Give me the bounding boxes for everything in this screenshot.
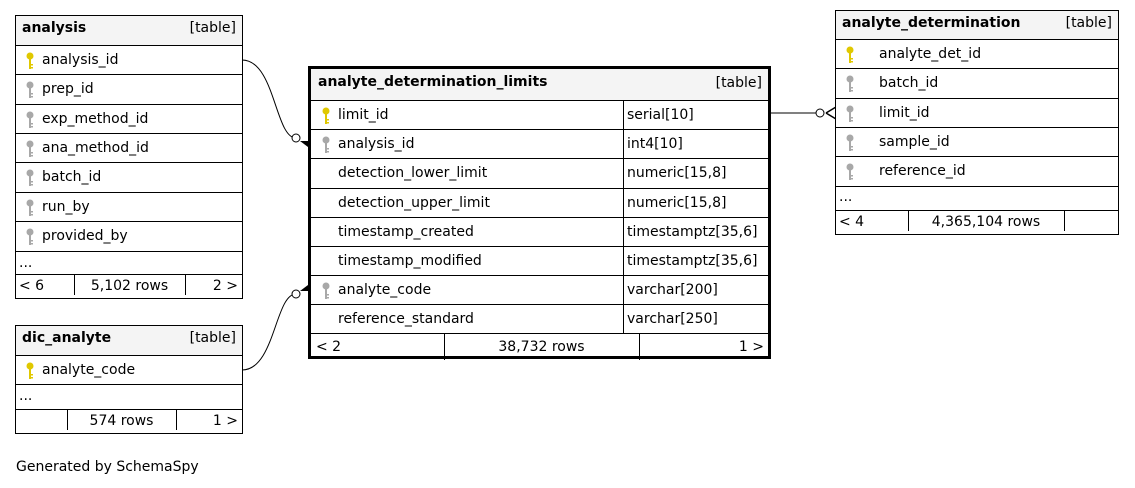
column-row[interactable] <box>836 39 1118 68</box>
primary-key-icon <box>25 52 35 70</box>
table-analysis[interactable] <box>15 15 243 299</box>
foreign-key-icon <box>25 81 35 99</box>
table-kind: [table] <box>189 330 236 346</box>
table-analyte-determination[interactable] <box>835 10 1119 235</box>
column-name: reference_standard <box>338 311 474 328</box>
column-row[interactable] <box>16 162 242 191</box>
column-row[interactable] <box>836 98 1118 127</box>
table-footer <box>16 274 242 298</box>
foreign-key-icon <box>25 228 35 246</box>
column-row[interactable] <box>16 74 242 103</box>
foreign-key-icon <box>845 75 855 93</box>
column-row[interactable] <box>311 275 768 304</box>
column-name: detection_upper_limit <box>338 194 490 211</box>
column-name: exp_method_id <box>42 110 149 127</box>
ellipsis: ... <box>19 388 33 404</box>
row-count: 574 rows <box>89 413 154 429</box>
column-row[interactable] <box>311 158 768 187</box>
column-type: numeric[15,8] <box>627 165 727 182</box>
column-name: reference_id <box>879 163 966 180</box>
column-type: serial[10] <box>627 107 694 123</box>
foreign-key-icon <box>845 163 855 181</box>
ellipsis-row <box>836 186 1118 210</box>
column-row[interactable] <box>16 355 242 384</box>
column-type: timestamptz[35,6] <box>627 223 758 240</box>
column-type: varchar[250] <box>627 311 718 328</box>
column-name: limit_id <box>338 107 389 123</box>
table-kind: [table] <box>1065 15 1112 31</box>
row-count: 38,732 rows <box>498 339 585 355</box>
relation-endpoint-circle <box>292 290 300 298</box>
column-row[interactable] <box>836 156 1118 185</box>
ellipsis: ... <box>839 189 853 205</box>
table-kind: [table] <box>189 20 236 36</box>
table-analyte-determination-limits[interactable] <box>308 66 771 359</box>
ellipsis-row <box>16 384 242 408</box>
table-header <box>836 11 1118 40</box>
column-name: detection_lower_limit <box>338 165 488 182</box>
relation-dic-analyte-to-limits <box>242 294 296 370</box>
column-row[interactable] <box>311 304 768 333</box>
column-row[interactable] <box>16 104 242 133</box>
foreign-key-icon <box>845 134 855 152</box>
column-name: analysis_id <box>338 136 415 153</box>
generated-by-label: Generated by SchemaSpy <box>16 459 199 475</box>
table-footer <box>311 333 768 359</box>
column-name: limit_id <box>879 104 930 121</box>
column-row[interactable] <box>16 221 242 250</box>
relation-endpoint-circle <box>292 134 300 142</box>
primary-key-icon <box>845 46 855 64</box>
table-footer <box>16 409 242 433</box>
ellipsis: ... <box>19 255 33 271</box>
column-row[interactable] <box>311 217 768 246</box>
table-header <box>311 69 768 100</box>
children-link[interactable]: 1 > <box>738 339 764 355</box>
column-name: batch_id <box>879 75 939 92</box>
column-name: sample_id <box>879 133 950 150</box>
parents-link[interactable]: < 2 <box>316 339 342 355</box>
table-footer <box>836 210 1118 234</box>
foreign-key-icon <box>25 111 35 129</box>
column-row[interactable] <box>16 133 242 162</box>
column-row[interactable] <box>836 127 1118 156</box>
column-name: analyte_det_id <box>879 46 982 62</box>
relation-endpoint-circle <box>816 109 824 117</box>
foreign-key-icon <box>25 140 35 158</box>
foreign-key-icon <box>25 199 35 217</box>
table-name: analyte_determination_limits <box>318 74 548 90</box>
foreign-key-icon <box>845 105 855 123</box>
table-dic-analyte[interactable] <box>15 325 243 434</box>
foreign-key-icon <box>321 282 331 300</box>
table-name: dic_analyte <box>22 330 112 346</box>
table-kind: [table] <box>715 75 762 91</box>
column-row[interactable] <box>311 246 768 275</box>
primary-key-icon <box>321 107 331 125</box>
column-row[interactable] <box>311 129 768 158</box>
table-name: analysis <box>22 20 87 36</box>
column-row[interactable] <box>311 100 768 129</box>
column-name: timestamp_modified <box>338 253 482 269</box>
column-row[interactable] <box>836 68 1118 97</box>
column-type: int4[10] <box>627 136 683 153</box>
column-name: run_by <box>42 198 90 215</box>
column-name: timestamp_created <box>338 223 474 240</box>
column-name: provided_by <box>42 227 128 244</box>
column-type: numeric[15,8] <box>627 194 727 211</box>
parents-link[interactable]: < 4 <box>839 214 865 230</box>
column-row[interactable] <box>311 188 768 217</box>
column-name: ana_method_id <box>42 139 149 156</box>
table-header <box>16 16 242 46</box>
foreign-key-icon <box>321 136 331 154</box>
foreign-key-icon <box>25 169 35 187</box>
column-name: analyte_code <box>42 362 136 378</box>
column-name: analysis_id <box>42 52 119 68</box>
parents-link[interactable]: < 6 <box>19 278 45 294</box>
children-link[interactable]: 2 > <box>212 278 238 294</box>
column-type: varchar[200] <box>627 282 718 299</box>
row-count: 5,102 rows <box>90 278 169 294</box>
relation-analysis-to-limits <box>242 60 296 138</box>
column-name: analyte_code <box>338 282 432 299</box>
row-count: 4,365,104 rows <box>931 214 1041 230</box>
column-type: timestamptz[35,6] <box>627 253 758 269</box>
column-name: batch_id <box>42 169 102 186</box>
primary-key-icon <box>25 362 35 380</box>
column-row[interactable] <box>16 192 242 221</box>
column-row[interactable] <box>16 45 242 74</box>
children-link[interactable]: 1 > <box>212 413 238 429</box>
table-name: analyte_determination <box>842 15 1021 31</box>
table-header <box>16 326 242 356</box>
column-name: prep_id <box>42 81 94 98</box>
